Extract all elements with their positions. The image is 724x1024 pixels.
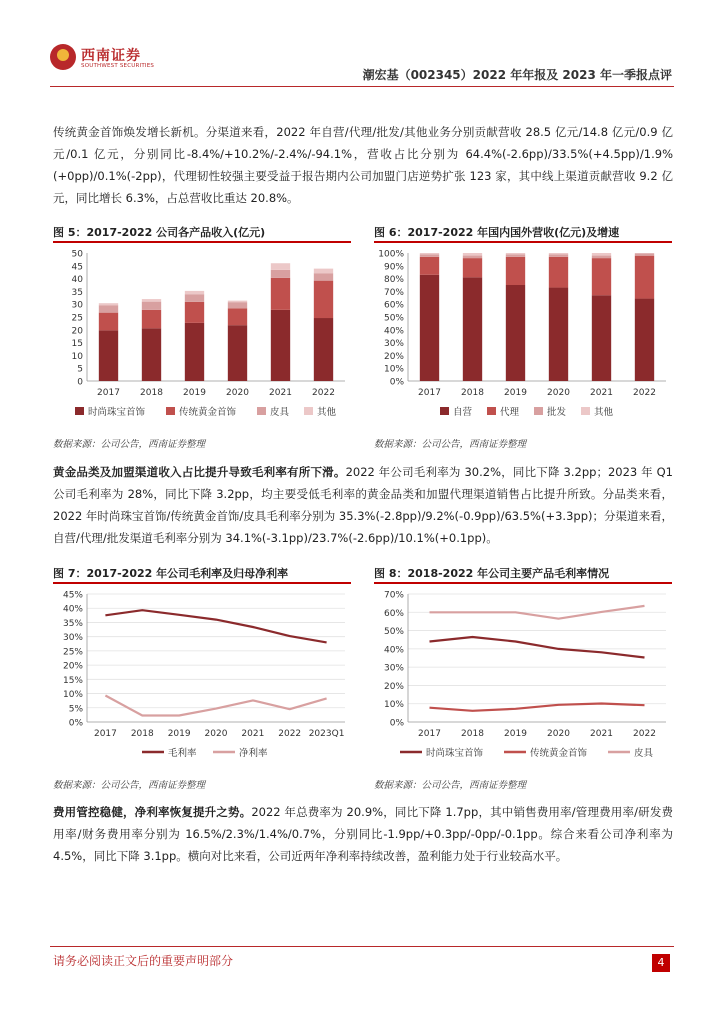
fig8-legend-label: 传统黄金首饰 [530,748,588,759]
fig6-ytick-label: 10% [383,364,404,375]
fig5-ytick-label: 15 [71,339,83,350]
fig6-ytick-label: 0% [389,377,404,388]
fig6-ytick-label: 60% [383,300,404,311]
fig5-bar [271,270,290,278]
fig5-bar [314,281,333,318]
fig5-chart [53,245,353,430]
fig6-bar [463,253,482,256]
fig8-ytick-label: 30% [383,663,404,674]
fig8-ytick-label: 60% [383,608,404,619]
fig5-bar [228,325,247,381]
fig6-bar [506,257,525,285]
paragraph-channel-revenue: 传统黄金首饰焕发增长新机。分渠道来看，2022 年自营/代理/批发/其他业务分别贡献营收 28.5 亿元/14.8 亿元/0.9 亿元/0.1 亿元，分别同比-8.4%/+10.2%/-2.4%/-94.1%，营收占比分别为 64.4%(-2.6pp)/33.5%(+4.5pp)/1.9%(+0pp)/0.1%(-2pp)，代理韧性较强主要受益于报告期内公司加盟门店逆势扩张 123 家，其中线上渠道贡献营收 9.2 亿元，同比增长 6.3%，占总营收比重达 20.8%。 [53,125,673,205]
fig7-xtick-label: 2023Q1 [308,729,345,739]
fig7-ytick-label: 20% [62,661,83,672]
fig6-chart [374,245,674,430]
fig5-bar [142,299,161,302]
fig6-bar [420,275,439,381]
fig6-legend-swatch [440,407,449,415]
fig5-bar [185,294,204,302]
fig6-xtick-label: 2020 [547,388,570,398]
fig6-bar [635,299,654,381]
fig7-xtick-label: 2017 [93,729,117,739]
fig6-legend-swatch [487,407,496,415]
report-title: 潮宏基（002345）2022 年年报及 2023 年一季报点评 [362,68,672,82]
paragraph-gross-margin-body: 2022 年公司毛利率为 30.2%，同比下降 3.2pp；2023 年 Q1 公司毛利率为 28%，同比下降 3.2pp，均主要受低毛利率的黄金品类和加盟代理渠道销售占比提升所致。分品类来看，2022 年时尚珠宝首饰/传统黄金首饰/皮具毛利率分别为 35.3%(-2.8pp)/9.2%(-0.9pp)/63.5%(+3.3pp)；分渠道来看，自营/代理/批发渠道毛利率分别为 34.1%(-3.1pp)/23.7%(-2.6pp)/10.1%(+0.1pp)。 [53,465,674,545]
fig7-ytick-label: 35% [62,618,83,629]
fig5-bar [99,330,118,381]
fig7-xtick-label: 2019 [167,729,191,739]
fig5-bar [185,291,204,294]
fig6-bar [549,254,568,257]
fig7-ytick-label: 10% [62,690,83,701]
fig8-xtick-label: 2020 [547,729,570,739]
company-logo [50,44,160,74]
fig8-series-line [430,704,645,711]
fig8-ytick-label: 20% [383,681,404,692]
fig5-ytick-label: 25 [71,313,83,324]
fig8-ytick-label: 70% [383,590,404,601]
fig5-bar [314,273,333,280]
fig8-xtick-label: 2019 [504,729,527,739]
fig6-ytick-label: 50% [383,313,404,324]
fig5-bar [99,305,118,312]
fig5-ytick-label: 5 [77,364,83,375]
fig5-bar [142,310,161,328]
fig5-bar [271,263,290,270]
fig6-bar [592,256,611,259]
fig6-ytick-label: 80% [383,275,404,286]
fig6-xtick-label: 2019 [504,388,527,398]
fig7-series-line [105,696,326,716]
fig5-legend-label: 其他 [317,407,337,418]
fig7-title-rule [53,582,351,584]
fig5-xtick-label: 2018 [140,388,163,398]
fig5-legend-swatch [304,407,313,415]
fig6-xtick-label: 2021 [590,388,613,398]
fig7-ytick-label: 45% [62,590,83,601]
fig5-ytick-label: 45 [71,262,83,273]
fig6-ytick-label: 90% [383,262,404,273]
fig7-ytick-label: 15% [62,675,83,686]
footer-divider [50,946,674,947]
fig5-bar [185,302,204,323]
fig6-bar [506,285,525,381]
fig8-xtick-label: 2017 [418,729,441,739]
paragraph-expense-ratio-lead: 费用管控稳健，净利率恢复提升之势。 [53,805,252,819]
fig5-bar [228,301,247,303]
fig8-ytick-label: 0% [389,718,404,729]
fig6-bar [549,288,568,381]
fig8-title: 图 8：2018-2022 年公司主要产品毛利率情况 [374,567,610,580]
fig5-xtick-label: 2019 [183,388,206,398]
paragraph-gross-margin [53,461,673,549]
fig5-bar [228,302,247,308]
fig5-bar [314,318,333,381]
fig5-bar [185,323,204,381]
fig8-source: 数据来源：公司公告，西南证券整理 [374,780,527,791]
fig6-bar [635,256,654,299]
fig8-ytick-label: 40% [383,645,404,656]
fig5-source: 数据来源：公司公告，西南证券整理 [53,439,206,450]
page-number: 4 [652,954,670,972]
fig5-ytick-label: 30 [71,300,83,311]
fig7-xtick-label: 2022 [278,729,302,739]
paragraph-expense-ratio-body: 2022 年总费率为 20.9%，同比下降 1.7pp，其中销售费用率/管理费用率/研发费用率/财务费用率分别为 16.5%/2.3%/1.4%/0.7%，分别同比-1.9pp/+0.3pp/-0pp/-0.1pp。综合来看公司净利率为 4.5%，同比下降 3.1pp。横向对比来看，公司近两年净利率持续改善，盈利能力处于行业较高水平。 [53,805,673,863]
fig6-title-rule [374,241,672,243]
fig6-ytick-label: 70% [383,287,404,298]
fig7-chart [53,586,353,771]
fig7-ytick-label: 5% [68,704,83,715]
header-divider [50,86,674,87]
fig7-ytick-label: 25% [62,647,83,658]
fig5-bar [314,269,333,274]
fig5-ytick-label: 40 [71,275,83,286]
fig6-bar [592,258,611,295]
fig5-bar [271,310,290,381]
fig6-bar [549,253,568,254]
fig5-title: 图 5：2017-2022 公司各产品收入(亿元) [53,226,266,239]
fig7-legend-label: 净利率 [239,748,268,759]
fig6-bar [463,258,482,277]
fig5-ytick-label: 0 [77,377,83,388]
fig8-title-rule [374,582,672,584]
fig5-ytick-label: 50 [71,249,83,260]
fig7-legend-label: 毛利率 [168,748,197,759]
fig6-bar [463,277,482,381]
fig6-legend-swatch [534,407,543,415]
fig8-xtick-label: 2021 [590,729,613,739]
fig8-xtick-label: 2022 [633,729,656,739]
paragraph-expense-ratio [53,801,673,867]
fig6-legend-label: 其他 [594,407,614,418]
fig5-bar [142,302,161,310]
fig8-ytick-label: 50% [383,627,404,638]
fig6-ytick-label: 20% [383,351,404,362]
footer-disclaimer: 请务必阅读正文后的重要声明部分 [53,954,234,968]
fig6-bar [549,257,568,288]
fig6-bar [592,295,611,381]
fig5-ytick-label: 35 [71,287,83,298]
fig5-bar [271,278,290,310]
fig8-ytick-label: 10% [383,700,404,711]
fig5-legend-swatch [75,407,84,415]
fig7-title: 图 7：2017-2022 年公司毛利率及归母净利率 [53,567,289,580]
fig5-ytick-label: 10 [71,351,83,362]
fig8-series-line [430,637,645,658]
logo-text-en: SOUTHWEST SECURITIES [81,63,155,69]
fig6-bar [420,257,439,275]
fig5-title-rule [53,241,351,243]
logo-text-cn: 西南证券 [81,48,141,64]
fig8-chart [374,586,674,771]
paragraph-gross-margin-lead: 黄金品类及加盟渠道收入占比提升导致毛利率有所下滑。 [53,465,346,479]
fig5-legend-swatch [257,407,266,415]
fig5-legend-swatch [166,407,175,415]
fig6-legend-label: 批发 [547,407,567,418]
fig5-xtick-label: 2021 [269,388,292,398]
fig7-source: 数据来源：公司公告，西南证券整理 [53,780,206,791]
fig6-ytick-label: 40% [383,326,404,337]
fig5-bar [99,303,118,305]
fig8-legend-label: 时尚珠宝首饰 [426,748,484,759]
fig6-bar [463,256,482,259]
fig7-xtick-label: 2020 [204,729,228,739]
fig6-ytick-label: 100% [378,249,404,260]
fig5-xtick-label: 2017 [97,388,120,398]
fig6-xtick-label: 2017 [418,388,441,398]
fig6-title: 图 6：2017-2022 年国内国外营收(亿元)及增速 [374,226,620,239]
fig6-bar [592,253,611,256]
fig6-xtick-label: 2018 [461,388,484,398]
fig5-ytick-label: 20 [71,326,83,337]
fig7-ytick-label: 0% [68,718,83,729]
fig6-bar [420,253,439,254]
fig7-xtick-label: 2021 [241,729,265,739]
fig5-legend-label: 时尚珠宝首饰 [88,407,146,418]
fig5-legend-label: 皮具 [270,407,290,418]
fig5-bar [228,308,247,325]
fig6-bar [635,253,654,255]
fig7-ytick-label: 40% [62,604,83,615]
fig5-xtick-label: 2020 [226,388,249,398]
fig5-bar [99,313,118,331]
fig6-legend-label: 自营 [453,407,473,418]
fig7-ytick-label: 30% [62,633,83,644]
fig8-xtick-label: 2018 [461,729,484,739]
fig5-xtick-label: 2022 [312,388,335,398]
fig6-legend-label: 代理 [500,407,520,418]
fig6-bar [420,254,439,257]
fig6-bar [506,253,525,254]
fig6-ytick-label: 30% [383,339,404,350]
fig6-source: 数据来源：公司公告，西南证券整理 [374,439,527,450]
fig6-xtick-label: 2022 [633,388,656,398]
fig8-legend-label: 皮具 [634,748,654,759]
fig5-bar [142,328,161,381]
logo-mark-icon [50,44,76,70]
fig7-series-line [105,610,326,642]
fig6-legend-swatch [581,407,590,415]
fig5-legend-label: 传统黄金首饰 [179,407,237,418]
fig6-bar [506,254,525,257]
fig7-xtick-label: 2018 [130,729,154,739]
